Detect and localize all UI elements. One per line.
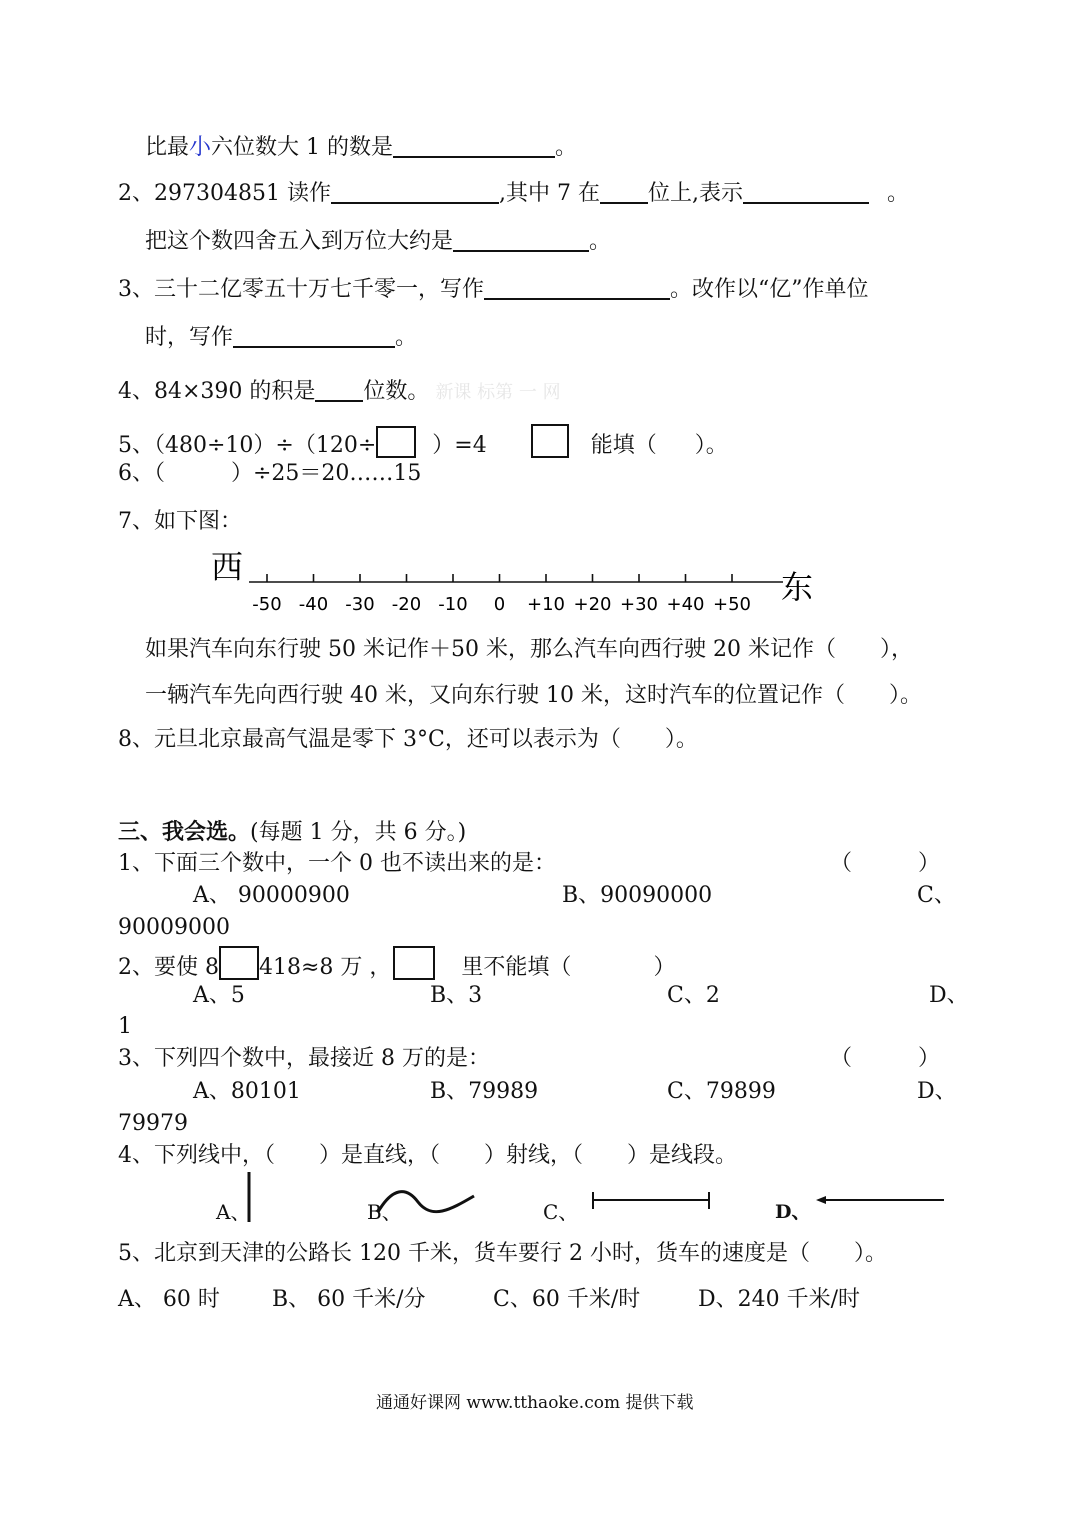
line-figures (0, 1160, 1075, 1230)
number-line-tick-label: 0 (493, 594, 506, 615)
west-label: 西 (211, 548, 244, 586)
watermark-text: 新课 标第 一 网 (435, 382, 561, 403)
option-c[interactable]: C、79899 (667, 1079, 776, 1104)
option-b[interactable]: B、90090000 (562, 883, 713, 908)
answer-blank[interactable] (600, 182, 648, 204)
digit-box[interactable] (393, 946, 435, 980)
option-a[interactable]: A、 90000900 (193, 883, 350, 908)
number-line-tick-label: +20 (573, 594, 612, 615)
answer-blank[interactable] (315, 380, 363, 402)
answer-parens[interactable]: （ ） (830, 851, 941, 876)
number-line-figure (205, 540, 825, 620)
east-label: 东 (781, 568, 814, 606)
question-3: 3、三十二亿零五十万七千零一，写作 。改作以“亿”作单位 (118, 277, 869, 302)
question-5: 5、（480÷10）÷（120÷ ）=4 能填（ ）。 (118, 424, 728, 460)
option-c[interactable]: C、 (917, 883, 956, 908)
question-2-continuation: 把这个数四舍五入到万位大约是 。 (145, 229, 612, 254)
option-c[interactable]: C、2 (667, 983, 720, 1008)
option-a[interactable]: A、5 (193, 983, 245, 1008)
option-b[interactable]: B、 60 千米/分 (272, 1287, 426, 1312)
number-line-tick-label: +10 (527, 594, 565, 615)
option-b[interactable]: B、3 (430, 983, 483, 1008)
choice-question-3: 3、下列四个数中，最接近 8 万的是： (118, 1046, 490, 1071)
question-6: 6、（ ）÷25＝20……15 (118, 461, 422, 486)
ray-arrow-icon (816, 1196, 826, 1204)
option-d[interactable]: D、 (917, 1079, 957, 1104)
option-c-wrap: 90009000 (118, 915, 230, 940)
choice-question-1: 1、下面三个数中，一个 0 也不读出来的是： (118, 851, 556, 876)
page-footer: 通通好课网 www.tthaoke.com 提供下载 (376, 1393, 694, 1413)
question-7: 7、如下图： (118, 509, 242, 534)
number-line-tick-label: -30 (345, 594, 375, 615)
answer-blank[interactable] (453, 230, 589, 252)
answer-box[interactable] (531, 424, 569, 458)
answer-box[interactable] (376, 426, 416, 458)
option-a[interactable]: A、 (216, 1200, 251, 1224)
answer-blank[interactable] (331, 182, 499, 204)
number-line-tick-label: -40 (298, 594, 329, 615)
option-c[interactable]: C、 (543, 1200, 579, 1224)
question-3-continuation: 时，写作 。 (145, 325, 418, 350)
digit-box[interactable] (219, 946, 259, 980)
answer-blank[interactable] (743, 182, 869, 204)
option-d[interactable]: D、 (775, 1201, 811, 1223)
number-line-tick-label: +50 (713, 594, 751, 615)
choice-question-4: 4、下列线中，（ ）是直线，（ ）射线，（ ）是线段。 (118, 1143, 737, 1168)
option-d-wrap: 1 (118, 1014, 132, 1039)
number-line-tick-label: -20 (391, 594, 422, 615)
option-d[interactable]: D、 (929, 983, 969, 1008)
option-d[interactable]: D、240 千米/时 (698, 1287, 861, 1312)
number-line-tick-label: +30 (620, 594, 658, 615)
question-7-part-a: 如果汽车向东行驶 50 米记作＋50 米，那么汽车向西行驶 20 米记作（ ）， (145, 637, 913, 662)
q1-continuation: 比最小六位数大 1 的数是 。 (145, 135, 578, 160)
answer-blank[interactable] (233, 326, 395, 348)
option-c[interactable]: C、60 千米/时 (493, 1287, 641, 1312)
question-8: 8、元旦北京最高气温是零下 3°C，还可以表示为（ ）。 (118, 727, 698, 752)
answer-parens[interactable]: （ ） (830, 1046, 941, 1071)
option-a[interactable]: A、 60 时 (118, 1287, 220, 1312)
section-heading: 三、我会选。(每题 1 分，共 6 分。) (118, 819, 467, 845)
option-a[interactable]: A、80101 (193, 1079, 301, 1104)
choice-question-2: 2、要使 8 418≈8 万 ， 里不能填（ ） (118, 946, 675, 982)
question-2: 2、297304851 读作 ,其中 7 在 位上,表示 。 (118, 181, 909, 206)
option-b[interactable]: B、 (367, 1200, 402, 1224)
choice-question-5: 5、北京到天津的公路长 120 千米，货车要行 2 小时，货车的速度是（ ）。 (118, 1241, 887, 1266)
curve-figure (378, 1192, 474, 1212)
number-line-tick-label: -10 (438, 594, 468, 615)
option-d-wrap: 79979 (118, 1111, 188, 1136)
answer-blank[interactable] (393, 136, 555, 158)
option-b[interactable]: B、79989 (430, 1079, 539, 1104)
question-4: 4、84×390 的积是 位数。 新课 标第 一 网 (118, 379, 561, 404)
number-line-tick-label: +40 (666, 594, 705, 615)
question-7-part-b: 一辆汽车先向西行驶 40 米，又向东行驶 10 米，这时汽车的位置记作（ ）。 (145, 683, 922, 708)
answer-blank[interactable] (484, 278, 670, 300)
number-line-tick-label: -50 (252, 594, 282, 615)
